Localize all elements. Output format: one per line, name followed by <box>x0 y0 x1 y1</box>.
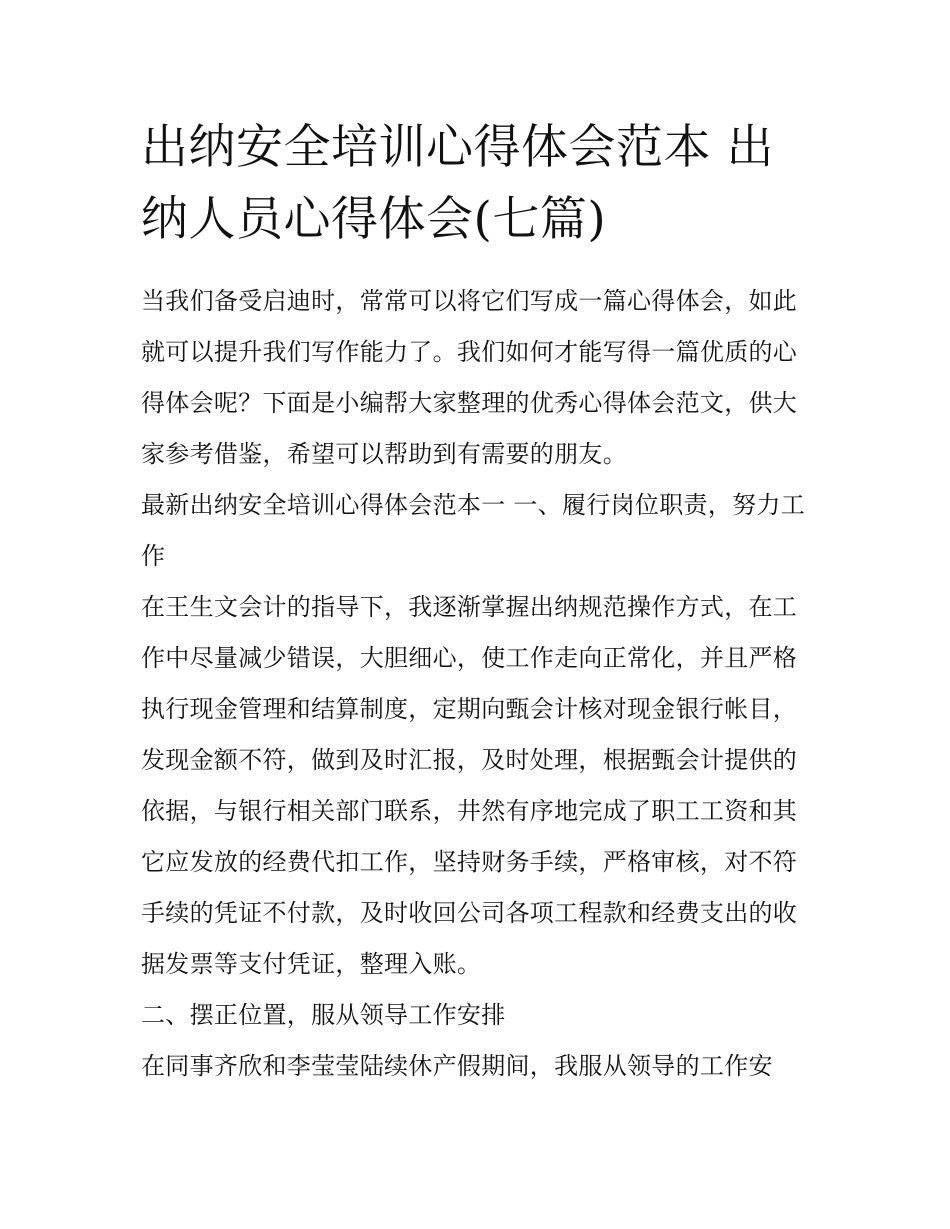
section-paragraph-2: 在同事齐欣和李莹莹陆续休产假期间，我服从领导的工作安 <box>141 1052 773 1080</box>
intro-paragraph: 当我们备受启迪时，常常可以将它们写成一篇心得体会，如此就可以提升我们写作能力了。我们如何才能写得一篇优质的心得体会呢？下面是小编帮大家整理的优秀心得体会范文，供大家参考借鉴，希望可以帮助到有需要的朋友。 <box>141 287 798 468</box>
section-heading-2: 二、摆正位置，服从领导工作安排 <box>141 1001 506 1029</box>
document-content <box>141 112 816 1092</box>
document-body <box>141 276 816 1092</box>
section-heading-1: 最新出纳安全培训心得体会范本一 一、履行岗位职责，努力工作 <box>141 491 806 570</box>
document-title: 出纳安全培训心得体会范本 出纳人员心得体会(七篇) <box>141 120 774 247</box>
section-paragraph-1: 在王生文会计的指导下，我逐渐掌握出纳规范操作方式，在工作中尽量减少错误，大胆细心，使工作走向正常化，并且严格执行现金管理和结算制度，定期向甄会计核对现金银行帐目，发现金额不符，做到及时汇报，及时处理，根据甄会计提供的依据，与银行相关部门联系，井然有序地完成了职工工资和其它应发放的经费代扣工作，坚持财务手续，严格审核，对不符手续的凭证不付款，及时收回公司各项工程款和经费支出的收据发票等支付凭证，整理入账。 <box>141 593 798 978</box>
